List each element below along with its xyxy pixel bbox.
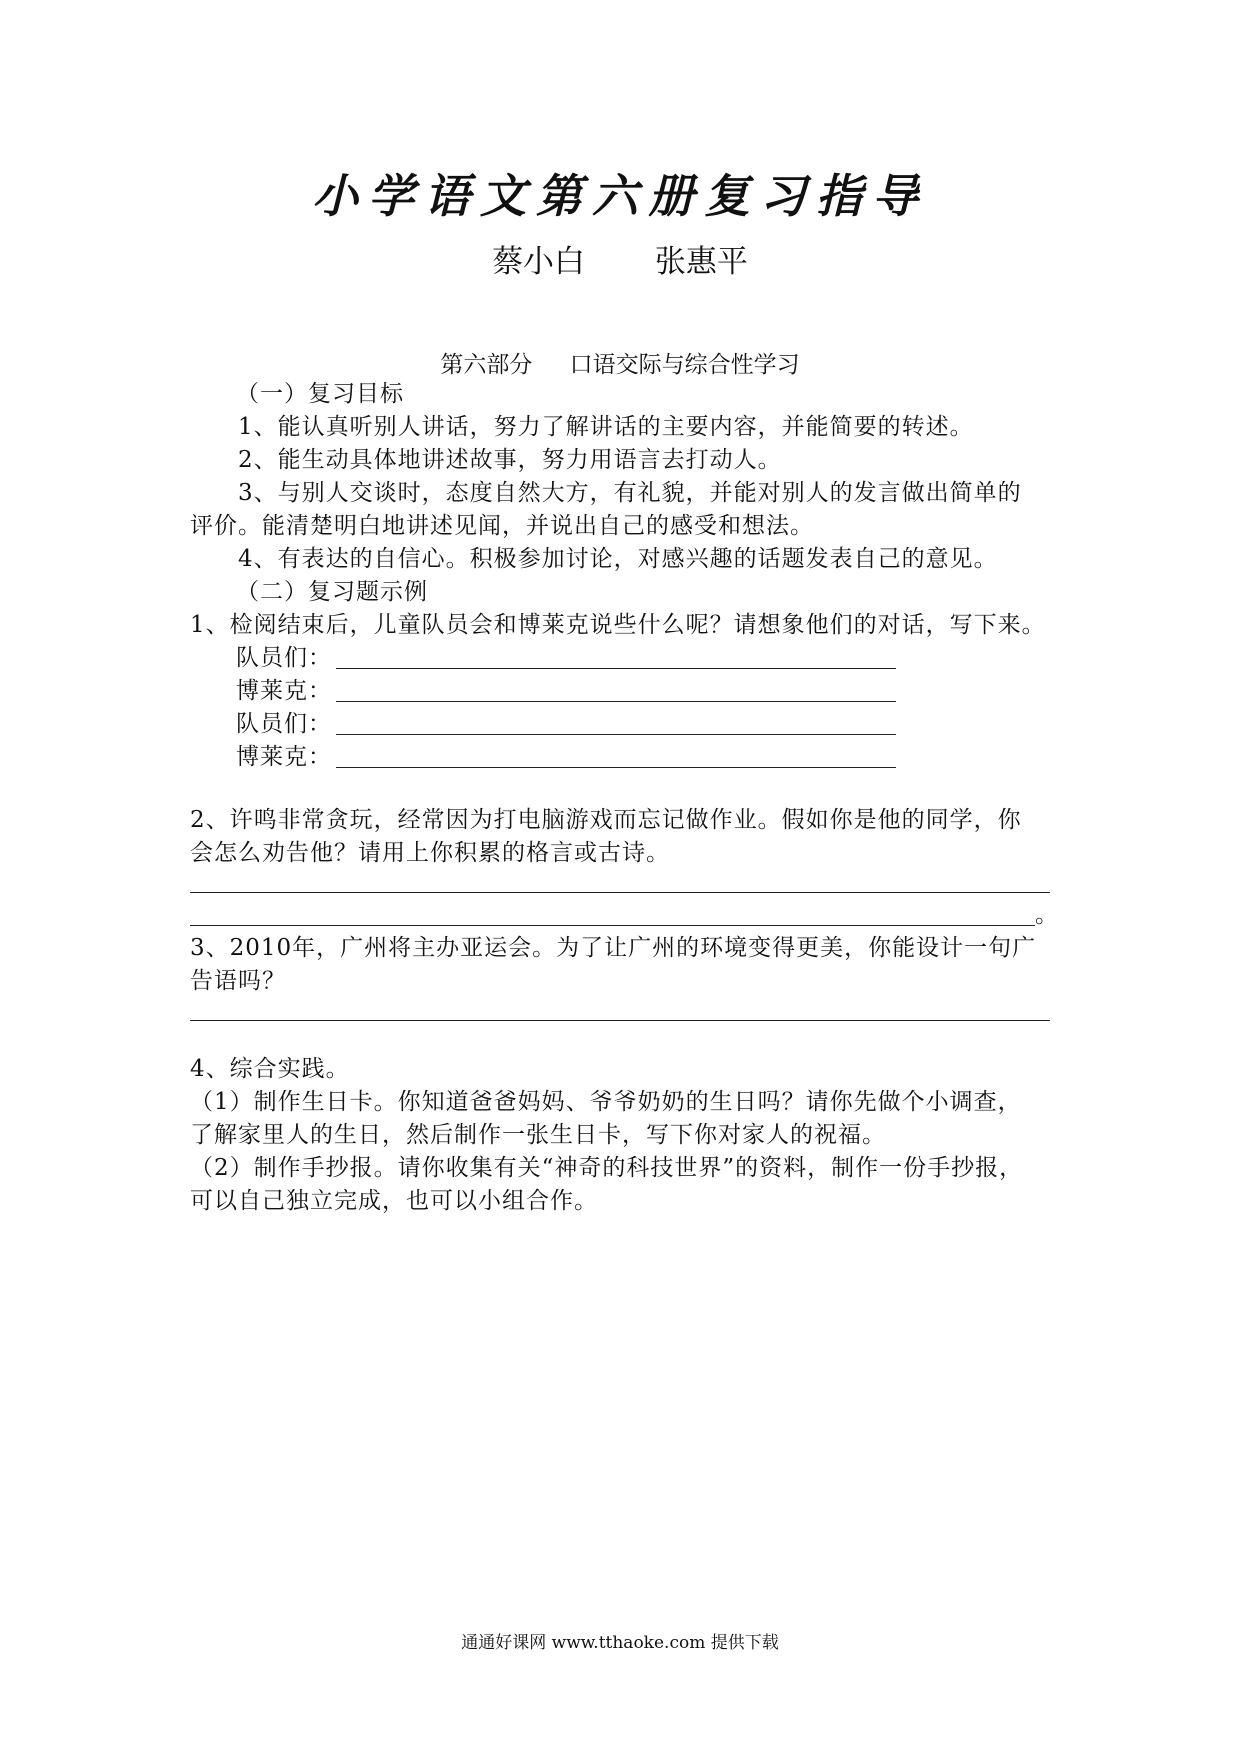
author-name: 蔡小白 <box>492 244 586 280</box>
section-title <box>0 346 1240 379</box>
answer-blank[interactable] <box>190 870 1050 893</box>
question-3: 3、2010年，广州将主办亚运会。为了让广州的环境变得更美，你能设计一句广 <box>190 935 1037 961</box>
practice-item: （1）制作生日卡。你知道爸爸妈妈、爷爷奶奶的生日吗？请你先做个小调查， <box>190 1089 1022 1115</box>
practice-item-continued: 可以自己独立完成，也可以小组合作。 <box>190 1188 598 1214</box>
goal-item: 3、与别人交谈时，态度自然大方，有礼貌，并能对别人的发言做出简单的 <box>238 480 1022 506</box>
practice-item: （2）制作手抄报。请你收集有关“神奇的科技世界”的资料，制作一份手抄报， <box>190 1155 1024 1181</box>
dialogue-row <box>190 708 1060 741</box>
dialogue-row <box>190 642 1060 675</box>
dialogue-row <box>190 741 1060 774</box>
page-title: 小学语文第六册复习指导 <box>312 169 928 223</box>
question-2-continued: 会怎么劝告他？请用上你积累的格言或古诗。 <box>190 840 670 866</box>
dialogue-row <box>190 675 1060 708</box>
question-2: 2、许鸣非常贪玩，经常因为打电脑游戏而忘记做作业。假如你是他的同学，你 <box>190 807 1022 833</box>
authors <box>0 236 1240 281</box>
goal-item-continued: 评价。能清楚明白地讲述见闻，并说出自己的感受和想法。 <box>190 513 814 539</box>
section-name: 口语交际与综合性学习 <box>569 352 800 378</box>
answer-blank-row <box>190 899 1060 932</box>
end-mark: 。 <box>1035 902 1059 928</box>
question-1: 1、检阅结束后，儿童队员会和博莱克说些什么呢？请想象他们的对话，写下来。 <box>190 612 1046 638</box>
answer-blank[interactable] <box>336 679 896 702</box>
goal-item: 2、能生动具体地讲述故事，努力用语言去打动人。 <box>238 447 782 473</box>
author-name: 张惠平 <box>654 244 748 280</box>
document-body <box>190 378 1060 1218</box>
question-4: 4、综合实践。 <box>190 1056 350 1082</box>
question-3-continued: 告语吗？ <box>190 968 286 994</box>
footer-credit: 通通好课网 www.tthaoke.com 提供下载 <box>461 1633 779 1653</box>
speaker-label: 博莱克： <box>236 744 332 770</box>
answer-blank[interactable] <box>336 745 896 768</box>
speaker-label: 博莱克： <box>236 678 332 704</box>
speaker-label: 队员们： <box>236 645 332 671</box>
speaker-label: 队员们： <box>236 711 332 737</box>
answer-blank[interactable] <box>190 903 1035 926</box>
answer-blank[interactable] <box>190 998 1050 1021</box>
goal-item: 1、能认真听别人讲话，努力了解讲话的主要内容，并能简要的转述。 <box>238 414 974 440</box>
goals-heading: （一）复习目标 <box>236 381 404 407</box>
section-part: 第六部分 <box>440 352 533 378</box>
practice-item-continued: 了解家里人的生日，然后制作一张生日卡，写下你对家人的祝福。 <box>190 1122 886 1148</box>
answer-blank[interactable] <box>336 646 896 669</box>
goal-item: 4、有表达的自信心。积极参加讨论，对感兴趣的话题发表自己的意见。 <box>238 546 998 572</box>
answer-blank[interactable] <box>336 712 896 735</box>
examples-heading: （二）复习题示例 <box>236 579 428 605</box>
